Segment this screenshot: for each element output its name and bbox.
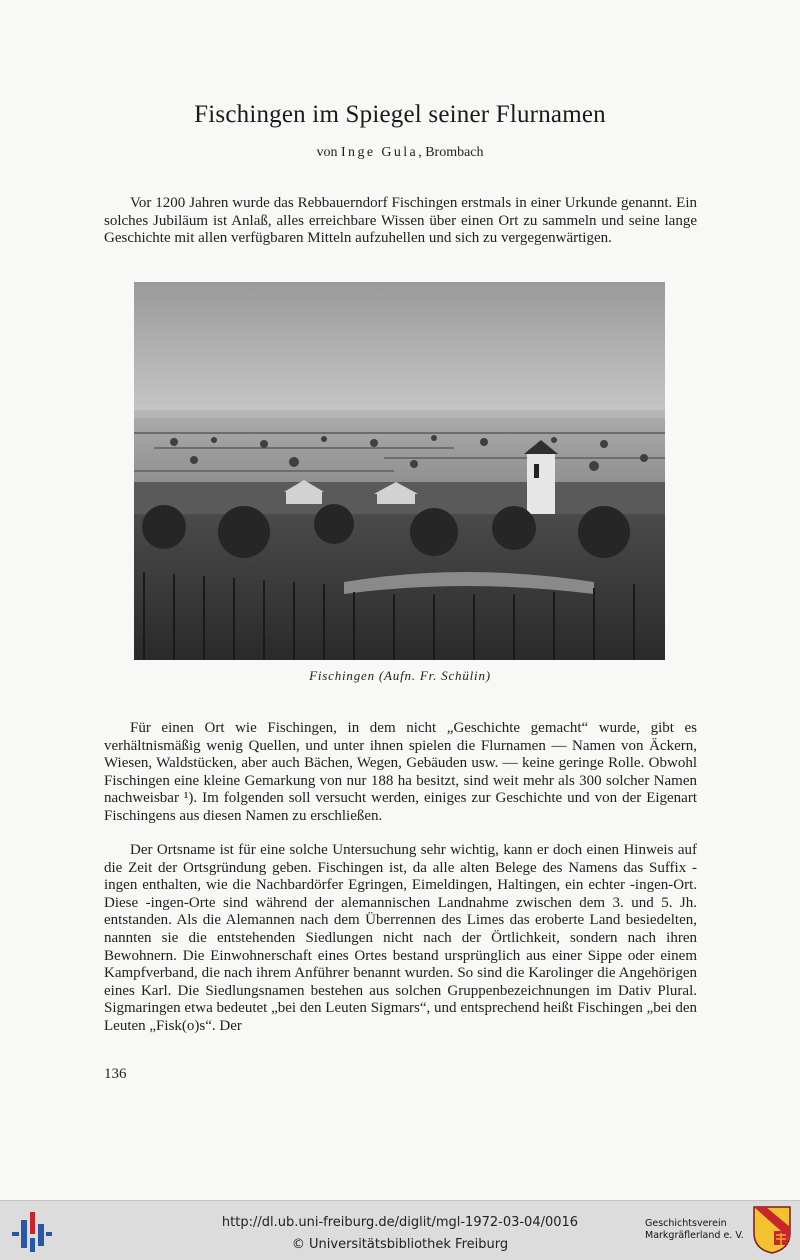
page-number: 136	[104, 1066, 127, 1082]
author-name: Inge Gula	[340, 145, 419, 160]
byline-prefix: von	[316, 145, 341, 160]
village-photo	[134, 282, 665, 660]
society-crest-icon	[752, 1205, 792, 1255]
article-byline	[0, 145, 800, 161]
society-name-line-1: Geschichtsverein	[645, 1218, 727, 1229]
body-paragraph-1: Für einen Ort wie Fischingen, in dem nicht „Geschichte gemacht“ wurde, gibt es verhältnismäßig wenig Quellen, und unter ihnen spielen die Flurnamen — Namen von Äckern, Wiesen, Waldstücken, aber auch Bächen, Wegen, Gebäuden usw. — keine geringe Rolle. Obwohl Fischingen eine kleine Gemarkung von nur 188 ha besitzt, sind weit mehr als 300 solcher Namen nachweisbar ¹). Im folgenden soll versucht werden, einiges zur Geschichte und von der Eigenart Fischingens aus diesen Namen zu erschließen.	[104, 720, 697, 824]
ub-freiburg-logo-icon	[12, 1212, 52, 1252]
society-name	[645, 1218, 749, 1242]
document-url-link[interactable]: http://dl.ub.uni-freiburg.de/diglit/mgl-1972-03-04/0016	[221, 1215, 579, 1230]
society-name-line-2: Markgräflerland e. V.	[645, 1230, 744, 1241]
copyright-text: © Universitätsbibliothek Freiburg	[291, 1237, 509, 1252]
article-title: Fischingen im Spiegel seiner Flurnamen	[194, 101, 606, 128]
intro-paragraph: Vor 1200 Jahren wurde das Rebbauerndorf Fischingen erstmals in einer Urkunde genannt. Ein solches Jubiläum ist Anlaß, alles erreichbare Wissen über einen Ort zu sammeln und seine lange Geschichte mit allen verfügbaren Mitteln aufzuhellen und sich zu vergegenwärtigen.	[104, 195, 697, 247]
byline-suffix: , Brombach	[418, 145, 484, 160]
footer-bar	[0, 1200, 800, 1260]
photo-caption: Fischingen (Aufn. Fr. Schülin)	[309, 668, 491, 683]
village-photo-image	[134, 282, 665, 660]
body-paragraph-2: Der Ortsname ist für eine solche Untersuchung sehr wichtig, kann er doch einen Hinweis auf die Zeit der Ortsgründung geben. Fischingen ist, da alle alten Belege des Namens das Suffix -ingen enthalten, wie die Nachbardörfer Egringen, Eimeldingen, Haltingen, ein echter -ingen-Ort. Diese -ingen-Orte sind während der alemannischen Landnahme zwischen dem 3. und 5. Jh. entstanden. Als die Alemannen nach dem Überrennen des Limes das eroberte Land besiedelten, nannten sie die entstehenden Siedlungen nicht nach der Örtlichkeit, sondern nach ihren Bewohnern. Die Einwohnerschaft eines Ortes bestand ursprünglich aus einer Sippe oder einem Kampfverband, die nach ihrem Anführer benannt wurden. So sind die Karolinger die Angehörigen eines Karl. Die Siedlungsnamen bestehen aus solchen Gruppenbezeichnungen im Dativ Plural. Sigmaringen etwa bedeutet „bei den Leuten Sigmars“, und entsprechend heißt Fischingen „bei den Leuten „Fisk(o)s“. Der	[104, 842, 697, 1034]
